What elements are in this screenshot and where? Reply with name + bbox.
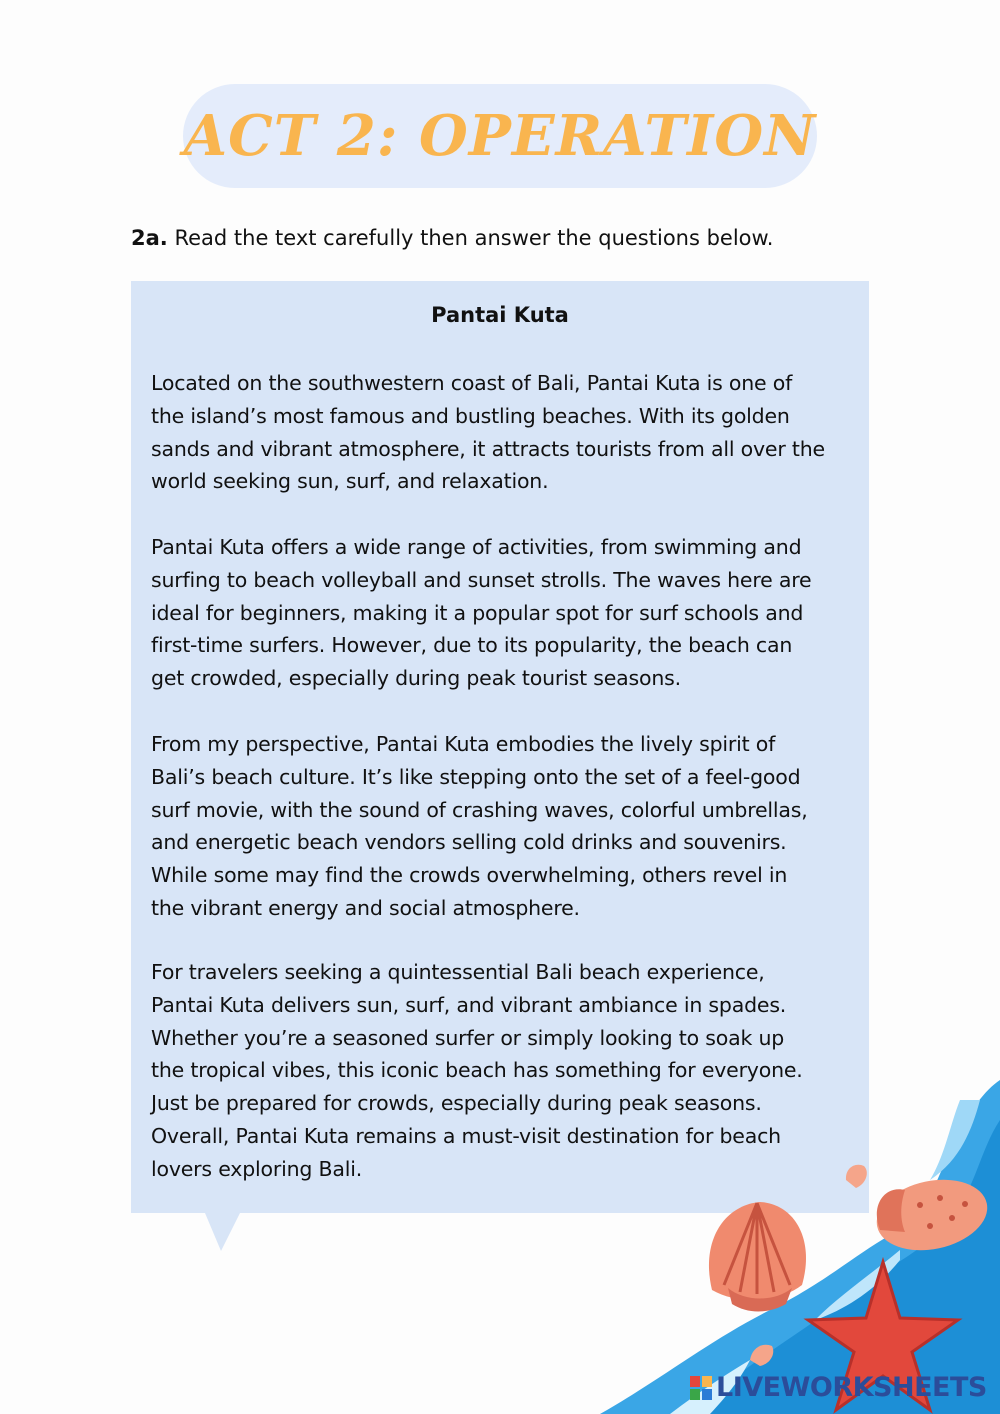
text-line: get crowded, especially during peak tourist seasons. <box>151 666 681 691</box>
reading-paragraph-1 <box>151 367 856 498</box>
page-title: ACT 2: OPERATION <box>183 103 817 169</box>
instruction-number: 2a. <box>131 226 168 250</box>
text-line: and energetic beach vendors selling cold drinks and souvenirs. <box>151 830 787 855</box>
text-line: Located on the southwestern coast of Bali, Pantai Kuta is one of <box>151 371 793 395</box>
speech-bubble-tail <box>205 1213 241 1253</box>
reading-title: Pantai Kuta <box>431 303 569 327</box>
seashell-icon <box>709 1202 806 1312</box>
text-line: While some may find the crowds overwhelming, others revel in <box>151 863 788 888</box>
text-line: first-time surfers. However, due to its popularity, the beach can <box>151 633 793 658</box>
text-line: Pantai Kuta offers a wide range of activities, from swimming and <box>151 535 802 559</box>
text-line: From my perspective, Pantai Kuta embodies the lively spirit of <box>151 732 776 756</box>
text-line: Pantai Kuta delivers sun, surf, and vibrant ambiance in spades. <box>151 992 787 1017</box>
text-line: Whether you’re a seasoned surfer or simply looking to soak up <box>151 1025 785 1050</box>
text-line: the tropical vibes, this iconic beach has something for everyone. <box>151 1058 803 1083</box>
text-line: surfing to beach volleyball and sunset strolls. The waves here are <box>151 567 812 592</box>
text-line: Bali’s beach culture. It’s like stepping onto the set of a feel-good <box>151 764 801 789</box>
reading-paragraph-2 <box>151 531 856 695</box>
liveworksheets-logo-icon <box>690 1376 712 1400</box>
instruction <box>131 226 773 250</box>
text-line: the vibrant energy and social atmosphere. <box>151 895 580 920</box>
text-line: lovers exploring Bali. <box>151 1156 363 1181</box>
logo-text: LIVEWORKSHEETS <box>716 1372 987 1403</box>
text-line: surf movie, with the sound of crashing waves, colorful umbrellas, <box>151 797 808 822</box>
reading-paragraph-3 <box>151 728 856 925</box>
seashell-icon <box>846 1165 867 1188</box>
text-line: ideal for beginners, making it a popular spot for surf schools and <box>151 600 804 625</box>
text-line: the island’s most famous and bustling beaches. With its golden <box>151 403 790 428</box>
text-line: world seeking sun, surf, and relaxation. <box>151 469 549 494</box>
text-line: Overall, Pantai Kuta remains a must-visit destination for beach <box>151 1123 781 1148</box>
text-line: Just be prepared for crowds, especially during peak seasons. <box>151 1091 762 1116</box>
instruction-text: Read the text carefully then answer the questions below. <box>174 226 774 250</box>
title-banner <box>183 84 817 188</box>
text-line: sands and vibrant atmosphere, it attracts tourists from all over the <box>151 436 825 461</box>
liveworksheets-logo <box>690 1372 987 1403</box>
text-line: For travelers seeking a quintessential Bali beach experience, <box>151 960 765 984</box>
beach-decoration <box>600 1080 1000 1414</box>
